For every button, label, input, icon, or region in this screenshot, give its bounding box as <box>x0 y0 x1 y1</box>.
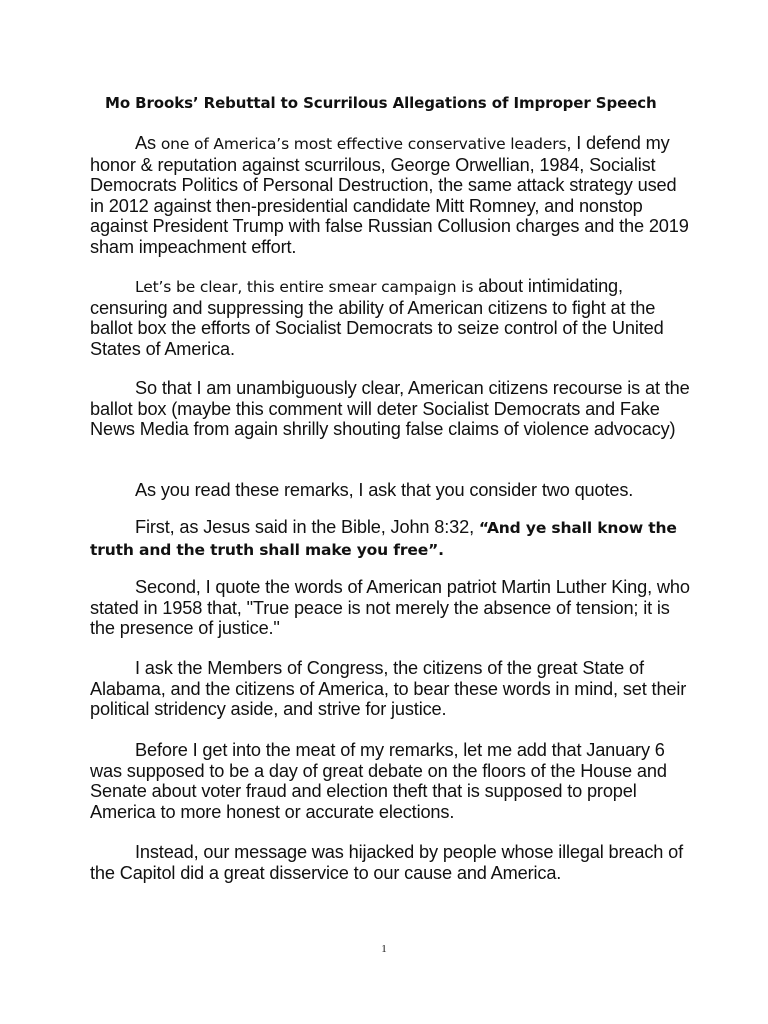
paragraph-3-text: So that I am unambiguously clear, American citizens recourse is at the ballot box (maybe this comment will deter Socialist Democrats and Fake News Media from again shrilly shouting false claims of violence advocacy) <box>90 378 690 439</box>
paragraph-8-text: Before I get into the meat of my remarks, let me add that January 6 was supposed to be a day of great debate on the floors of the House and Senate about voter fraud and election theft that is supposed to propel America to more honest or accurate elections. <box>90 740 667 822</box>
paragraph-1-lead: As <box>135 133 161 153</box>
bible-quote: “And ye shall know the truth and the truth shall make you free”. <box>90 519 677 559</box>
paragraph-7-text: I ask the Members of Congress, the citizens of the great State of Alabama, and the citizens of America, to bear these words in mind, set their political stridency aside, and strive for justice. <box>90 658 687 719</box>
paragraph-5 <box>90 517 690 560</box>
paragraph-4 <box>90 480 690 501</box>
paragraph-2 <box>90 276 690 359</box>
paragraph-9 <box>90 842 690 883</box>
paragraph-1-text: , I defend my honor & reputation against scurrilous, George Orwellian, 1984, Socialist Democrats Politics of Personal Destruction, the same attack strategy used in 2012 against then-presidential candidate Mitt Romney, and nonstop against President Trump with false Russian Collusion charges and the 2019 sham impeachment effort. <box>90 133 689 257</box>
paragraph-8 <box>90 740 690 822</box>
paragraph-7 <box>90 658 690 720</box>
paragraph-4-text: As you read these remarks, I ask that you consider two quotes. <box>135 480 634 500</box>
paragraph-2-emphasis: Let’s be clear, this entire smear campaign is <box>135 278 474 296</box>
paragraph-6 <box>90 577 690 639</box>
paragraph-5-lead: First, as Jesus said in the Bible, John 8:32, <box>135 517 479 537</box>
paragraph-9-text: Instead, our message was hijacked by people whose illegal breach of the Capitol did a great disservice to our cause and America. <box>90 842 684 883</box>
paragraph-2-text: about intimidating, censuring and suppressing the ability of American citizens to fight at the ballot box the efforts of Socialist Democrats to seize control of the United States of America. <box>90 276 664 359</box>
page-number: 1 <box>381 943 387 955</box>
paragraph-1-emphasis: one of America’s most effective conservative leaders <box>160 135 567 153</box>
paragraph-1 <box>90 133 690 257</box>
paragraph-3 <box>90 378 690 440</box>
document-title: Mo Brooks’ Rebuttal to Scurrilous Allegations of Improper Speech <box>105 94 657 112</box>
paragraph-6-text: Second, I quote the words of American patriot Martin Luther King, who stated in 1958 that, "True peace is not merely the absence of tension; it is the presence of justice." <box>90 577 690 638</box>
